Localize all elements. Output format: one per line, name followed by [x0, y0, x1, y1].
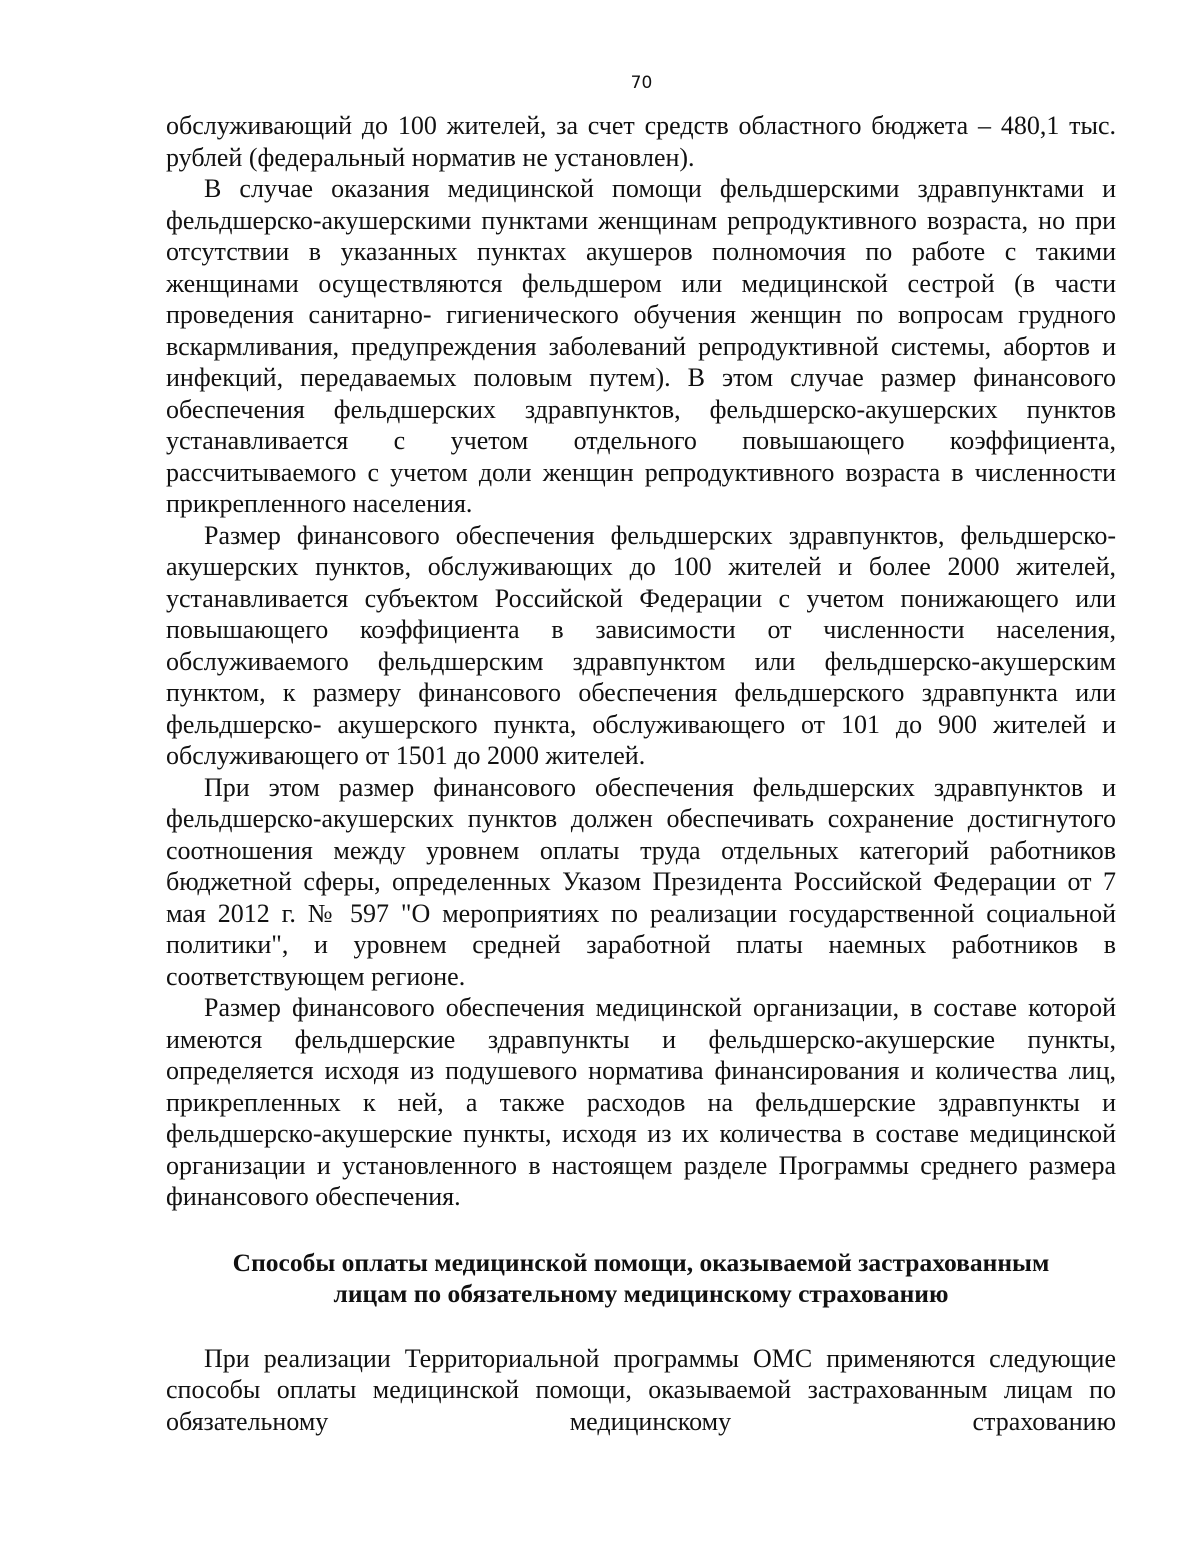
- section-heading-line-2: лицам по обязательному медицинскому страхованию: [333, 1278, 949, 1308]
- paragraph-payment-methods: При реализации Территориальной программы ОМС применяются следующие способы оплаты медицинской помощи, оказываемой застрахованным лицам по обязательному медицинскому страхованию: [166, 1343, 1116, 1436]
- paragraph-continuation: обслуживающий до 100 жителей, за счет средств областного бюджета – 480,1 тыс. рублей (федеральный норматив не установлен).: [166, 111, 1116, 172]
- page-number: 70: [630, 73, 653, 93]
- paragraph-funding-coefficients: Размер финансового обеспечения фельдшерских здравпунктов, фельдшерско-акушерских пунктов, обслуживающих до 100 жителей и более 2000 жителей, устанавливается субъектом Российской Федерации с учетом понижающего или повышающего коэффициента в зависимости от численности населения, обслуживаемого фельдшерским здравпунктом или фельдшерско-акушерским пунктом, к размеру финансового обеспечения фельдшерского здравпункта или фельдшерско- акушерского пункта, обслуживающего от 101 до 900 жителей и обслуживающего от 1501 до 2000 жителей.: [166, 520, 1116, 770]
- section-heading: [166, 1247, 1116, 1309]
- document-body: [166, 110, 1116, 1437]
- paragraph-reproductive-age: В случае оказания медицинской помощи фельдшерскими здравпунктами и фельдшерско-акушерскими пунктами женщинам репродуктивного возраста, но при отсутствии в указанных пунктах акушеров полномочия по работе с такими женщинами осуществляются фельдшером или медицинской сестрой (в части проведения санитарно- гигиенического обучения женщин по вопросам грудного вскармливания, предупреждения заболеваний репродуктивной системы, абортов и инфекций, передаваемых половым путем). В этом случае размер финансового обеспечения фельдшерских здравпунктов, фельдшерско-акушерских пунктов устанавливается с учетом отдельного повышающего коэффициента, рассчитываемого с учетом доли женщин репродуктивного возраста в численности прикрепленного населения.: [166, 174, 1116, 518]
- section-heading-line-1: Способы оплаты медицинской помощи, оказываемой застрахованным: [232, 1247, 1050, 1277]
- paragraph-wage-ratio: При этом размер финансового обеспечения фельдшерских здравпунктов и фельдшерско-акушерских пунктов должен обеспечивать сохранение достигнутого соотношения между уровнем оплаты труда отдельных категорий работников бюджетной сферы, определенных Указом Президента Российской Федерации от 7 мая 2012 г. № 597 "О мероприятиях по реализации государственной социальной политики", и уровнем средней заработной платы наемных работников в соответствующем регионе.: [166, 772, 1116, 991]
- paragraph-organization-funding: Размер финансового обеспечения медицинской организации, в составе которой имеются фельдшерские здравпункты и фельдшерско-акушерские пункты, определяется исходя из подушевого норматива финансирования и количества лиц, прикрепленных к ней, а также расходов на фельдшерские здравпункты и фельдшерско-акушерские пункты, исходя из их количества в составе медицинской организации и установленного в настоящем разделе Программы среднего размера финансового обеспечения.: [166, 993, 1116, 1211]
